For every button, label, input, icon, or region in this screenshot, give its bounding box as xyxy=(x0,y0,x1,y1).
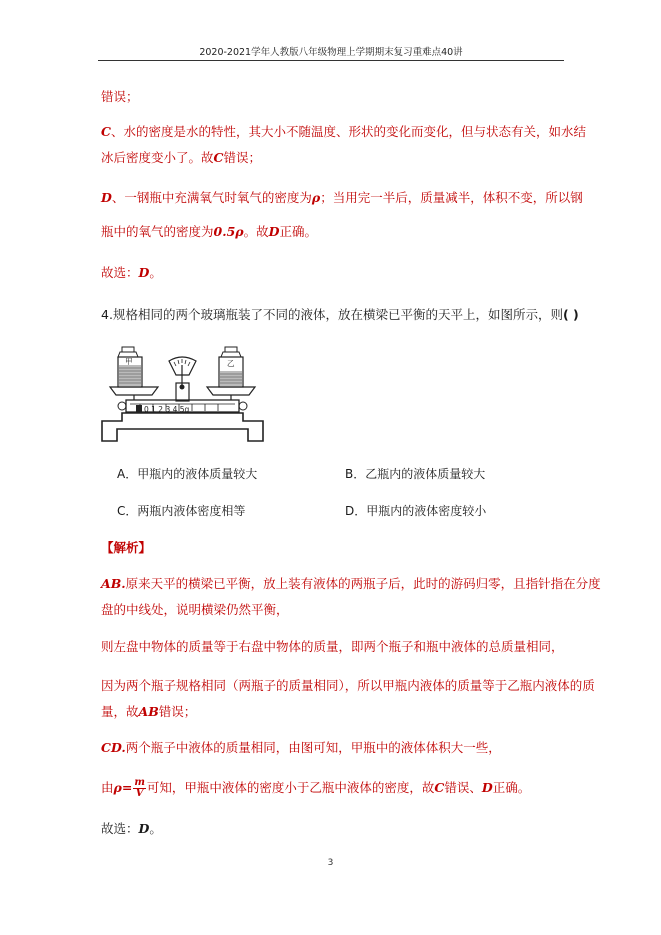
analysis-line-8: 故选：D。 xyxy=(101,821,162,836)
analysis-line-2: 盘的中线处，说明横梁仍然平衡， xyxy=(101,602,289,617)
option-a: A．甲瓶内的液体质量较大 xyxy=(117,467,258,481)
analysis-line-7: 由ρ= $\frac{m}{V}$ 可知，甲瓶中液体的密度小于乙瓶中液体的密度，故C错误、D正确。 xyxy=(101,777,531,799)
question-4: 4.规格相同的两个玻璃瓶装了不同的液体，放在横梁已平衡的天平上，如图所示，则( ) xyxy=(101,307,579,322)
option-b: B．乙瓶内的液体质量较大 xyxy=(345,467,486,481)
text-line-2: C、水的密度是水的特性，其大小不随温度、形状的变化而变化，但与状态有关，如水结 xyxy=(101,124,586,139)
text-line-6: 故选：D。 xyxy=(101,265,162,280)
option-c: C．两瓶内液体密度相等 xyxy=(117,504,246,518)
page-number: 3 xyxy=(327,858,334,868)
bottle-yi xyxy=(219,347,243,387)
text-line-1: 错误； xyxy=(101,89,139,104)
balance-illustration xyxy=(100,343,265,443)
density-fraction: $\frac{m}{V}$ xyxy=(134,777,145,799)
header-rule xyxy=(98,60,564,61)
option-d: D．甲瓶内的液体密度较小 xyxy=(345,504,487,518)
analysis-line-3: 则左盘中物体的质量等于右盘中物体的质量，即两个瓶子和瓶中液体的总质量相同， xyxy=(101,639,564,654)
bottle-jia-label: 甲 xyxy=(125,357,133,366)
text-line-5: 瓶中的氧气的密度为0.5ρ。故D正确。 xyxy=(101,224,317,239)
scale-label: 0 1 2 3 4 5g xyxy=(144,405,190,414)
balance-figure xyxy=(100,343,265,447)
analysis-heading: 【解析】 xyxy=(101,540,152,555)
bottle-yi-label: 乙 xyxy=(227,359,235,368)
analysis-line-5: 量，故AB错误； xyxy=(101,704,197,719)
analysis-line-4: 因为两个瓶子规格相同（两瓶子的质量相同），所以甲瓶内液体的质量等于乙瓶内液体的质 xyxy=(101,678,595,693)
analysis-line-6: CD.两个瓶子中液体的质量相同，由图可知，甲瓶中的液体体积大一些， xyxy=(101,740,501,755)
bottle-jia xyxy=(118,347,142,387)
text-line-4: D、一钢瓶中充满氧气时氧气的密度为ρ；当用完一半后，质量减半，体积不变，所以钢 xyxy=(101,190,583,205)
page-header: 2020-2021学年人教版八年级物理上学期期末复习重难点40讲 xyxy=(199,47,463,58)
text-line-3: 冰后密度变小了。故C错误； xyxy=(101,150,261,165)
analysis-line-1: AB.原来天平的横梁已平衡，放上装有液体的两瓶子后，此时的游码归零，且指针指在分度 xyxy=(101,576,601,591)
